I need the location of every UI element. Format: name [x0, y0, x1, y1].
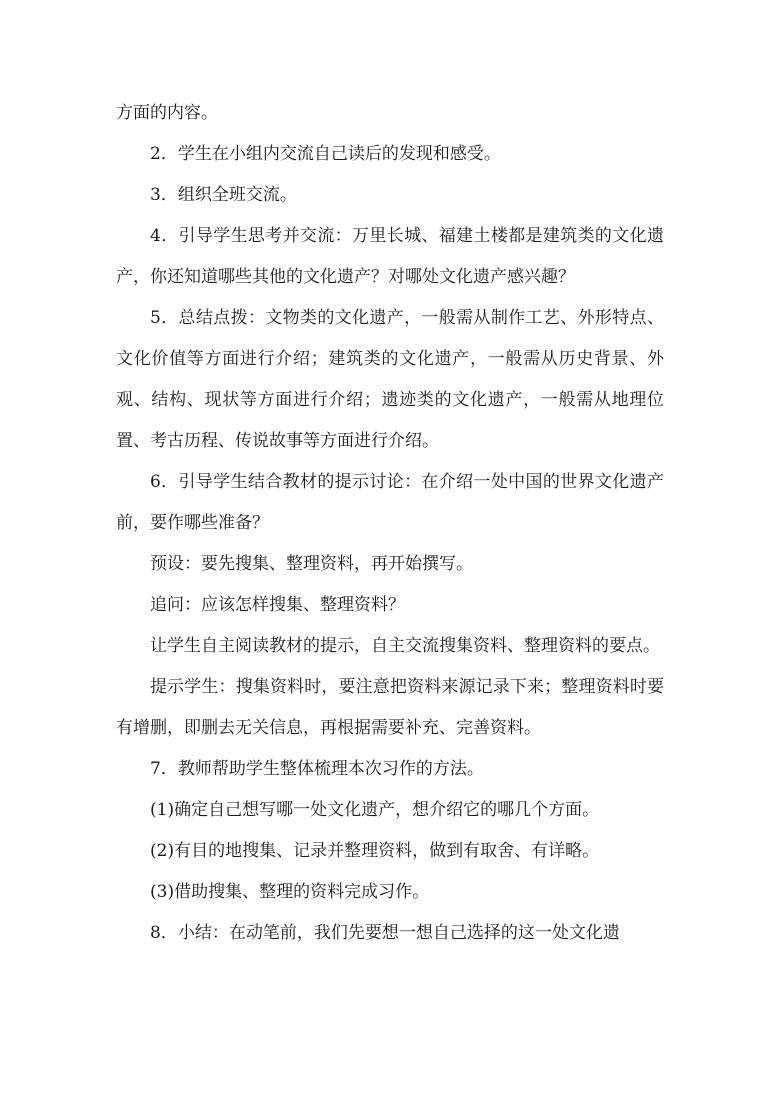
document-body	[116, 93, 664, 954]
paragraph-sub-item-3: (3)借助搜集、整理的资料完成习作。	[150, 882, 430, 902]
paragraph-sub-item-1: (1)确定自己想写哪一处文化遗产，想介绍它的哪几个方面。	[150, 800, 600, 820]
paragraph-sub-item-2: (2)有目的地搜集、记录并整理资料，做到有取舍、有详略。	[150, 841, 600, 861]
paragraph-continuation: 方面的内容。	[116, 103, 218, 123]
paragraph-follow-up: 追问：应该怎样搜集、整理资料？	[150, 595, 405, 615]
paragraph-hint: 提示学生：搜集资料时，要注意把资料来源记录下来；整理资料时要有增删，即删去无关信息，再根据需要补充、完善资料。	[116, 677, 664, 738]
paragraph-self-reading: 让学生自主阅读教材的提示，自主交流搜集资料、整理资料的要点。	[150, 636, 660, 656]
paragraph-item-2: 2．学生在小组内交流自己读后的发现和感受。	[150, 144, 501, 164]
paragraph-item-5: 5．总结点拨：文物类的文化遗产，一般需从制作工艺、外形特点、文化价值等方面进行介绍；建筑类的文化遗产，一般需从历史背景、外观、结构、现状等方面进行介绍；遗迹类的文化遗产，一般需从地理位置、考古历程、传说故事等方面进行介绍。	[116, 308, 664, 451]
paragraph-item-8: 8．小结：在动笔前，我们先要想一想自己选择的这一处文化遗	[150, 923, 620, 943]
paragraph-item-3: 3．组织全班交流。	[150, 185, 297, 205]
paragraph-item-7: 7．教师帮助学生整体梳理本次习作的方法。	[150, 759, 484, 779]
paragraph-item-6: 6．引导学生结合教材的提示讨论：在介绍一处中国的世界文化遗产前，要作哪些准备？	[116, 472, 664, 533]
paragraph-item-4: 4．引导学生思考并交流：万里长城、福建土楼都是建筑类的文化遗产，你还知道哪些其他的文化遗产？对哪处文化遗产感兴趣？	[116, 226, 664, 287]
paragraph-preset: 预设：要先搜集、整理资料，再开始撰写。	[150, 554, 473, 574]
